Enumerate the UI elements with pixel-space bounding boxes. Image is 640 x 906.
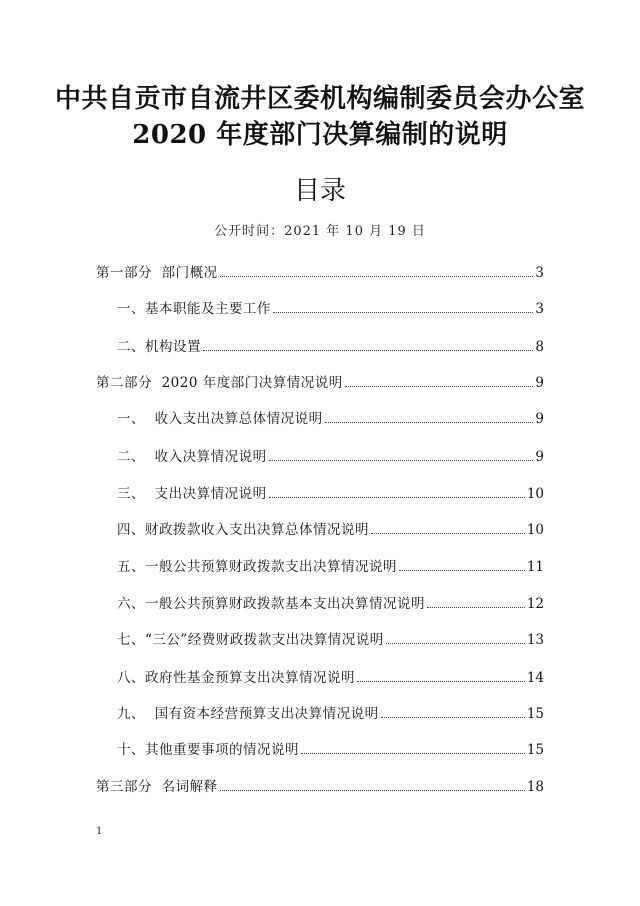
toc-entry-page: 14 — [526, 670, 544, 686]
toc-heading: 目录 — [293, 176, 346, 206]
toc-entry-page: 15 — [526, 706, 544, 722]
dot-leader — [301, 752, 525, 754]
toc-entry-page: 18 — [526, 779, 544, 795]
toc-entry-page: 12 — [526, 596, 544, 612]
toc-entry-2-10[interactable] — [117, 740, 544, 760]
toc-entry-part3[interactable] — [96, 777, 544, 797]
toc-entry-label: 六、一般公共预算财政拨款基本支出决算情况说明 — [117, 596, 425, 612]
toc-entry-2-9[interactable] — [117, 704, 544, 724]
dot-leader — [269, 459, 534, 461]
toc-entry-label: 一、 收入支出决算总体情况说明 — [117, 411, 323, 427]
toc-entry-2-1[interactable] — [117, 409, 544, 429]
dot-leader — [273, 311, 533, 313]
toc-entry-page: 3 — [535, 265, 544, 281]
toc-entry-page: 15 — [526, 742, 544, 758]
toc-entry-label: 九、 国有资本经营预算支出决算情况说明 — [117, 706, 379, 722]
toc-entry-2-3[interactable] — [117, 484, 544, 504]
toc-entry-page: 3 — [535, 301, 544, 317]
dot-leader — [357, 680, 525, 682]
toc-entry-page: 11 — [526, 559, 544, 575]
document-title-line1: 中共自贡市自流井区委机构编制委员会办公室 — [54, 84, 585, 114]
toc-entry-label: 二、 收入决算情况说明 — [117, 449, 267, 465]
toc-entry-label: 第一部分 部门概况 — [96, 265, 218, 281]
document-title-line2: 2020 年度部门决算编制的说明 — [132, 120, 508, 150]
toc-entry-page: 9 — [535, 375, 544, 391]
toc-entry-label: 三、 支出决算情况说明 — [117, 486, 267, 502]
dot-leader — [325, 421, 534, 423]
toc-entry-label: 第三部分 名词解释 — [96, 779, 218, 795]
toc-entry-page: 9 — [535, 449, 544, 465]
toc-entry-2-4[interactable] — [117, 520, 544, 540]
toc-entry-label: 二、机构设置 — [117, 339, 201, 355]
dot-leader — [269, 496, 525, 498]
dot-leader — [399, 569, 525, 571]
dot-leader — [220, 789, 525, 791]
dot-leader — [381, 716, 525, 718]
toc-entry-label: 八、政府性基金预算支出决算情况说明 — [117, 670, 355, 686]
page-number: 1 — [96, 826, 103, 837]
toc-entry-label: 七、“三公”经费财政拨款支出决算情况说明 — [117, 632, 384, 648]
toc-entry-label: 第二部分 2020 年度部门决算情况说明 — [96, 375, 343, 391]
toc-entry-page: 10 — [526, 486, 544, 502]
toc-entry-2-2[interactable] — [117, 447, 544, 467]
dot-leader — [427, 606, 525, 608]
toc-entry-2-8[interactable] — [117, 668, 544, 688]
toc-entry-page: 13 — [526, 632, 544, 648]
dot-leader — [203, 349, 533, 351]
toc-entry-part1[interactable] — [96, 263, 544, 283]
dot-leader — [220, 275, 534, 277]
dot-leader — [345, 385, 534, 387]
toc-entry-1-1[interactable] — [117, 299, 544, 319]
toc-entry-2-7[interactable] — [117, 630, 544, 650]
toc-entry-2-5[interactable] — [117, 557, 544, 577]
toc-entry-label: 一、基本职能及主要工作 — [117, 301, 271, 317]
toc-entry-2-6[interactable] — [117, 594, 544, 614]
toc-entry-label: 十、其他重要事项的情况说明 — [117, 742, 299, 758]
toc-entry-label: 五、一般公共预算财政拨款支出决算情况说明 — [117, 559, 397, 575]
toc-entry-label: 四、财政拨款收入支出决算总体情况说明 — [117, 522, 369, 538]
dot-leader — [386, 642, 525, 644]
dot-leader — [371, 532, 525, 534]
toc-entry-page: 10 — [526, 522, 544, 538]
toc-entry-page: 9 — [535, 411, 544, 427]
publish-date: 公开时间：2021 年 10 月 19 日 — [214, 224, 426, 239]
toc-entry-part2[interactable] — [96, 373, 544, 393]
toc-entry-1-2[interactable] — [117, 337, 544, 357]
toc-entry-page: 8 — [535, 339, 544, 355]
